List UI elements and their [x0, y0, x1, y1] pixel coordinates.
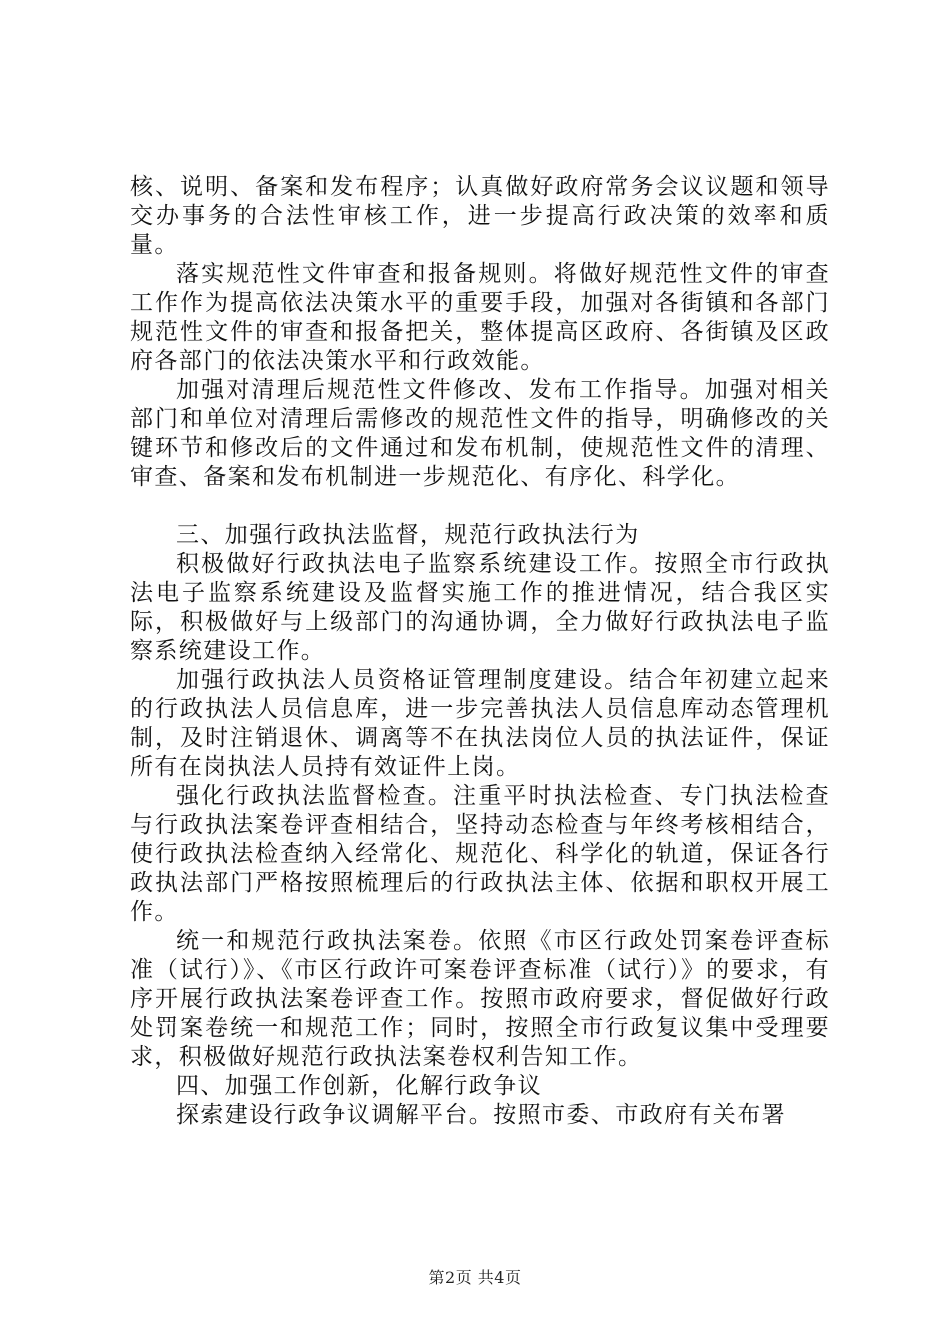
- section-heading-4: 四、加强工作创新，化解行政争议: [176, 1073, 542, 1099]
- paragraph-post-cleanup-guidance: 加强对清理后规范性文件修改、发布工作指导。加强对相关部门和单位对清理后需修改的规范性文件的指导，明确修改的关键环节和修改后的文件通过和发布机制，使规范性文件的清理、审查、备案和发布机制进一步规范化、有序化、科学化。: [130, 377, 830, 490]
- paragraph-enforcement-inspection: 强化行政执法监督检查。注重平时执法检查、专门执法检查与行政执法案卷评查相结合，坚持动态检查与年终考核相结合，使行政执法检查纳入经常化、规范化、科学化的轨道，保证各行政执法部门严格按照梳理后的行政执法主体、依据和职权开展工作。: [130, 783, 830, 925]
- paragraph-certificate-management: 加强行政执法人员资格证管理制度建设。结合年初建立起来的行政执法人员信息库，进一步完善执法人员信息库动态管理机制，及时注销退休、调离等不在执法岗位人员的执法证件，保证所有在岗执法人员持有效证件上岗。: [130, 667, 830, 780]
- paragraph-case-file-standardization: 统一和规范行政执法案卷。依照《市区行政处罚案卷评查标准（试行）》、《市区行政许可案卷评查标准（试行）》的要求，有序开展行政执法案卷评查工作。按照市政府要求，督促做好行政处罚案卷统一和规范工作；同时，按照全市行政复议集中受理要求，积极做好规范行政执法案卷权利告知工作。: [130, 928, 830, 1070]
- page-footer: 第2页 共4页: [428, 1268, 522, 1287]
- paragraph-normative-review: 落实规范性文件审查和报备规则。将做好规范性文件的审查工作作为提高依法决策水平的重要手段，加强对各街镇和各部门规范性文件的审查和报备把关，整体提高区政府、各街镇及区政府各部门的依法决策水平和行政效能。: [130, 261, 830, 374]
- document-body: [130, 173, 830, 1130]
- paragraph-e-supervision: 积极做好行政执法电子监察系统建设工作。按照全市行政执法电子监察系统建设及监督实施工作的推进情况，结合我区实际，积极做好与上级部门的沟通协调，全力做好行政执法电子监察系统建设工作。: [130, 551, 830, 664]
- section-heading-3: 三、加强行政执法监督，规范行政执法行为: [176, 522, 640, 548]
- section-spacer: [130, 492, 830, 521]
- paragraph-continuation: 核、说明、备案和发布程序；认真做好政府常务会议议题和领导交办事务的合法性审核工作，进一步提高行政决策的效率和质量。: [130, 174, 830, 258]
- paragraph-mediation-platform: 探索建设行政争议调解平台。按照市委、市政府有关布署: [176, 1102, 786, 1128]
